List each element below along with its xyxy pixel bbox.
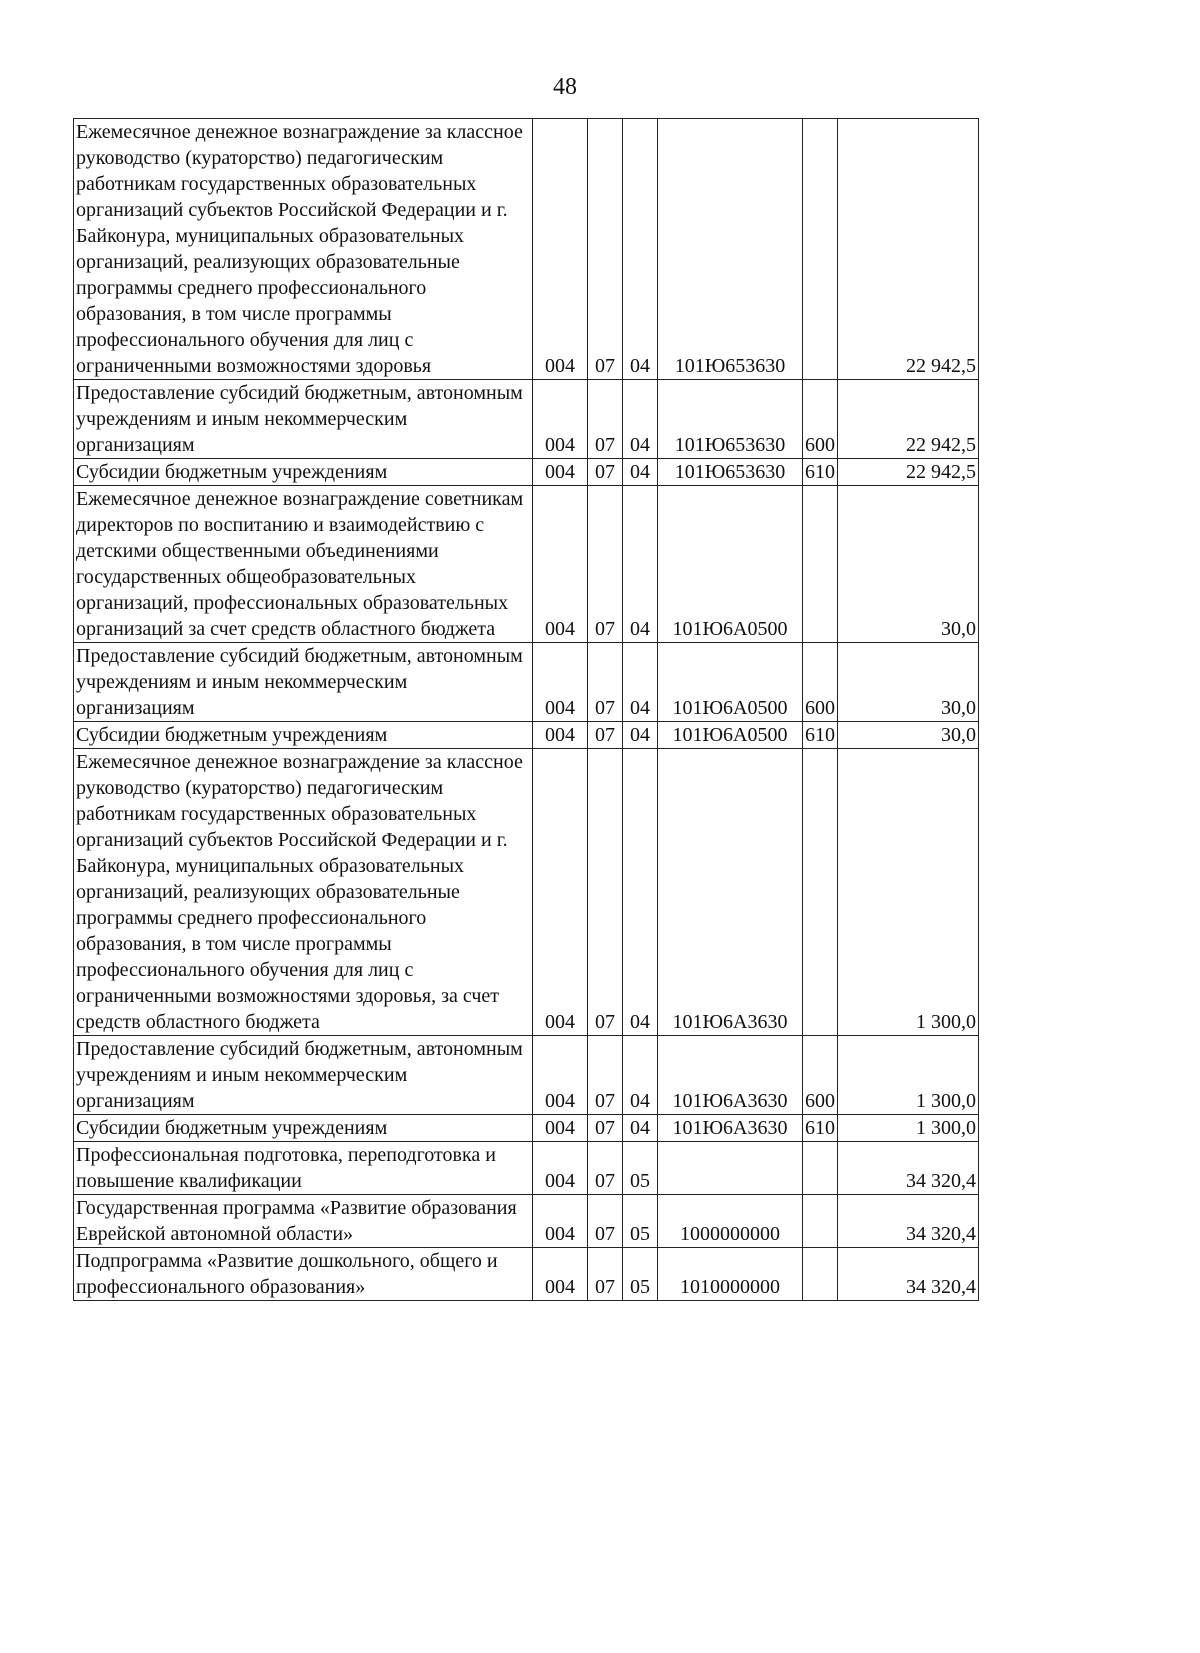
cell-target-article bbox=[658, 1142, 803, 1195]
cell-subsection: 04 bbox=[623, 749, 658, 1036]
cell-subsection: 04 bbox=[623, 459, 658, 486]
cell-subsection: 04 bbox=[623, 722, 658, 749]
cell-subsection: 05 bbox=[623, 1195, 658, 1248]
cell-expense-type: 600 bbox=[803, 1036, 838, 1115]
cell-grbs: 004 bbox=[533, 722, 588, 749]
cell-section: 07 bbox=[588, 749, 623, 1036]
cell-section: 07 bbox=[588, 459, 623, 486]
budget-table-body bbox=[74, 119, 979, 1301]
table-row bbox=[74, 459, 979, 486]
cell-expense-type bbox=[803, 749, 838, 1036]
cell-target-article: 101Ю653630 bbox=[658, 459, 803, 486]
cell-subsection: 04 bbox=[623, 119, 658, 380]
cell-amount: 1 300,0 bbox=[838, 1115, 979, 1142]
table-row bbox=[74, 380, 979, 459]
cell-grbs: 004 bbox=[533, 1115, 588, 1142]
cell-name: Предоставление субсидий бюджетным, автономным учреждениям и иным некоммерческим организациям bbox=[74, 1036, 533, 1115]
cell-name: Ежемесячное денежное вознаграждение за классное руководство (кураторство) педагогическим работникам государственных образовательных организаций субъектов Российской Федерации и г. Байконура, муниципальных образовательных организаций, реализующих образовательные программы среднего профессионального образования, в том числе программы профессионального обучения для лиц с ограниченными возможностями здоровья bbox=[74, 119, 533, 380]
cell-grbs: 004 bbox=[533, 1036, 588, 1115]
table-row bbox=[74, 486, 979, 643]
cell-amount: 34 320,4 bbox=[838, 1248, 979, 1301]
cell-name: Ежемесячное денежное вознаграждение советникам директоров по воспитанию и взаимодействию с детскими общественными объединениями государственных общеобразовательных организаций, профессиональных образовательных организаций за счет средств областного бюджета bbox=[74, 486, 533, 643]
cell-grbs: 004 bbox=[533, 380, 588, 459]
cell-subsection: 04 bbox=[623, 380, 658, 459]
cell-target-article: 101Ю653630 bbox=[658, 380, 803, 459]
cell-grbs: 004 bbox=[533, 486, 588, 643]
cell-subsection: 05 bbox=[623, 1248, 658, 1301]
cell-section: 07 bbox=[588, 722, 623, 749]
cell-expense-type: 610 bbox=[803, 459, 838, 486]
table-row bbox=[74, 1195, 979, 1248]
cell-subsection: 04 bbox=[623, 643, 658, 722]
cell-name: Предоставление субсидий бюджетным, автономным учреждениям и иным некоммерческим организациям bbox=[74, 380, 533, 459]
table-row bbox=[74, 1036, 979, 1115]
cell-amount: 22 942,5 bbox=[838, 459, 979, 486]
cell-expense-type: 600 bbox=[803, 380, 838, 459]
cell-name: Подпрограмма «Развитие дошкольного, общего и профессионального образования» bbox=[74, 1248, 533, 1301]
cell-grbs: 004 bbox=[533, 119, 588, 380]
cell-section: 07 bbox=[588, 1036, 623, 1115]
cell-target-article: 101Ю6А3630 bbox=[658, 1115, 803, 1142]
cell-subsection: 04 bbox=[623, 486, 658, 643]
cell-target-article: 101Ю6А0500 bbox=[658, 722, 803, 749]
cell-expense-type: 610 bbox=[803, 1115, 838, 1142]
cell-name: Государственная программа «Развитие образования Еврейской автономной области» bbox=[74, 1195, 533, 1248]
cell-section: 07 bbox=[588, 1195, 623, 1248]
cell-amount: 30,0 bbox=[838, 722, 979, 749]
cell-amount: 22 942,5 bbox=[838, 380, 979, 459]
cell-grbs: 004 bbox=[533, 643, 588, 722]
cell-name: Субсидии бюджетным учреждениям bbox=[74, 459, 533, 486]
table-row bbox=[74, 119, 979, 380]
table-row bbox=[74, 643, 979, 722]
table-row bbox=[74, 749, 979, 1036]
cell-name: Ежемесячное денежное вознаграждение за классное руководство (кураторство) педагогическим работникам государственных образовательных организаций субъектов Российской Федерации и г. Байконура, муниципальных образовательных организаций, реализующих образовательные программы среднего профессионального образования, в том числе программы профессионального обучения для лиц с ограниченными возможностями здоровья, за счет средств областного бюджета bbox=[74, 749, 533, 1036]
cell-amount: 34 320,4 bbox=[838, 1142, 979, 1195]
cell-expense-type: 610 bbox=[803, 722, 838, 749]
cell-target-article: 101Ю6А0500 bbox=[658, 486, 803, 643]
cell-target-article: 101Ю6А3630 bbox=[658, 1036, 803, 1115]
cell-subsection: 05 bbox=[623, 1142, 658, 1195]
cell-section: 07 bbox=[588, 486, 623, 643]
cell-section: 07 bbox=[588, 1142, 623, 1195]
cell-amount: 22 942,5 bbox=[838, 119, 979, 380]
page-number: 48 bbox=[553, 74, 577, 100]
cell-amount: 30,0 bbox=[838, 486, 979, 643]
cell-section: 07 bbox=[588, 643, 623, 722]
cell-name: Предоставление субсидий бюджетным, автономным учреждениям и иным некоммерческим организациям bbox=[74, 643, 533, 722]
cell-target-article: 101Ю6А0500 bbox=[658, 643, 803, 722]
cell-target-article: 101Ю6А3630 bbox=[658, 749, 803, 1036]
cell-expense-type bbox=[803, 1195, 838, 1248]
cell-name: Профессиональная подготовка, переподготовка и повышение квалификации bbox=[74, 1142, 533, 1195]
table-row bbox=[74, 1248, 979, 1301]
cell-grbs: 004 bbox=[533, 749, 588, 1036]
cell-expense-type bbox=[803, 119, 838, 380]
cell-expense-type bbox=[803, 1142, 838, 1195]
cell-amount: 1 300,0 bbox=[838, 749, 979, 1036]
cell-expense-type bbox=[803, 1248, 838, 1301]
cell-name: Субсидии бюджетным учреждениям bbox=[74, 1115, 533, 1142]
cell-grbs: 004 bbox=[533, 1195, 588, 1248]
cell-target-article: 1000000000 bbox=[658, 1195, 803, 1248]
cell-grbs: 004 bbox=[533, 1142, 588, 1195]
table-row bbox=[74, 1142, 979, 1195]
cell-section: 07 bbox=[588, 119, 623, 380]
cell-section: 07 bbox=[588, 380, 623, 459]
cell-subsection: 04 bbox=[623, 1036, 658, 1115]
cell-amount: 1 300,0 bbox=[838, 1036, 979, 1115]
cell-subsection: 04 bbox=[623, 1115, 658, 1142]
budget-table bbox=[73, 118, 979, 1301]
cell-target-article: 1010000000 bbox=[658, 1248, 803, 1301]
cell-amount: 30,0 bbox=[838, 643, 979, 722]
cell-grbs: 004 bbox=[533, 459, 588, 486]
table-row bbox=[74, 1115, 979, 1142]
cell-name: Субсидии бюджетным учреждениям bbox=[74, 722, 533, 749]
cell-grbs: 004 bbox=[533, 1248, 588, 1301]
cell-expense-type bbox=[803, 486, 838, 643]
cell-section: 07 bbox=[588, 1115, 623, 1142]
cell-expense-type: 600 bbox=[803, 643, 838, 722]
cell-target-article: 101Ю653630 bbox=[658, 119, 803, 380]
cell-amount: 34 320,4 bbox=[838, 1195, 979, 1248]
cell-section: 07 bbox=[588, 1248, 623, 1301]
table-row bbox=[74, 722, 979, 749]
